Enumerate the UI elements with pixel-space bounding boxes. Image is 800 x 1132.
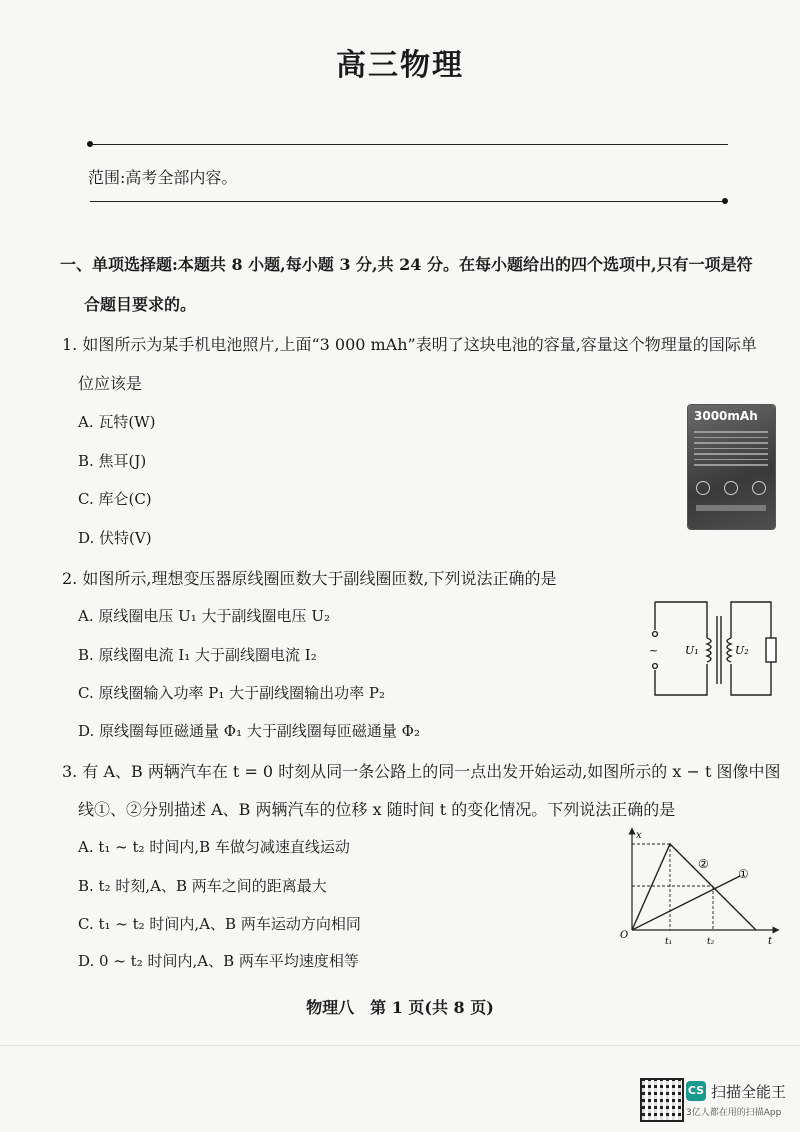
tick-label-t2: t₂ — [707, 937, 715, 947]
q1-stem-line1: 1. 如图所示为某手机电池照片,上面“3 000 mAh”表明了这块电池的容量,容量这个物理量的国际单 — [62, 335, 757, 354]
battery-photo — [688, 405, 775, 529]
page-footer: 物理八 第 1 页(共 8 页) — [306, 998, 494, 1017]
rule-dot-right — [722, 198, 728, 204]
q3-option-b: B. t₂ 时刻,A、B 两车之间的距离最大 — [78, 877, 327, 895]
q1-option-c: C. 库仑(C) — [78, 490, 152, 508]
q1-option-d: D. 伏特(V) — [78, 529, 152, 547]
q2-option-c: C. 原线圈输入功率 P₁ 大于副线圈输出功率 P₂ — [78, 684, 385, 702]
q1-option-a: A. 瓦特(W) — [78, 413, 156, 431]
top-rule — [90, 144, 728, 145]
origin-label: O — [620, 930, 629, 941]
camscanner-tagline: 3亿人都在用的扫描App — [686, 1108, 782, 1118]
qr-code — [640, 1078, 684, 1122]
q3-stem-line2: 线①、②分别描述 A、B 两辆汽车的位移 x 随时间 t 的变化情况。下列说法正确的是 — [78, 800, 676, 819]
q2-stem: 2. 如图所示,理想变压器原线圈匝数大于副线圈匝数,下列说法正确的是 — [62, 569, 557, 588]
battery-capacity-label: 3000mAh — [694, 409, 758, 423]
q3-option-c: C. t₁ ~ t₂ 时间内,A、B 两车运动方向相同 — [78, 915, 361, 933]
q1-option-b: B. 焦耳(J) — [78, 452, 147, 470]
scope-text: 范围:高考全部内容。 — [88, 168, 238, 187]
q2-option-b: B. 原线圈电流 I₁ 大于副线圈电流 I₂ — [78, 646, 317, 664]
tick-label-t1: t₁ — [665, 937, 673, 947]
q1-stem-line2: 位应该是 — [78, 374, 143, 393]
bottom-rule — [90, 201, 725, 202]
camscanner-name: 扫描全能王 — [711, 1083, 787, 1101]
q2-option-a: A. 原线圈电压 U₁ 大于副线圈电压 U₂ — [78, 607, 330, 625]
battery-barcode — [696, 505, 766, 511]
q3-option-d: D. 0 ~ t₂ 时间内,A、B 两车平均速度相等 — [78, 952, 359, 970]
page-edge — [0, 1045, 800, 1046]
section-heading-line2: 合题目要求的。 — [84, 295, 197, 314]
label-u2: U₂ — [735, 644, 749, 657]
section-heading-line1: 一、单项选择题:本题共 8 小题,每小题 3 分,共 24 分。在每小题给出的四个选项中,只有一项是符 — [60, 255, 753, 274]
battery-text-lines — [694, 427, 768, 470]
q3-option-a: A. t₁ ~ t₂ 时间内,B 车做匀减速直线运动 — [78, 838, 350, 856]
line-label-2: ② — [698, 857, 709, 871]
line-label-1: ① — [738, 867, 749, 881]
xt-graph — [618, 826, 783, 951]
q3-stem-line1: 3. 有 A、B 两辆汽车在 t = 0 时刻从同一条公路上的同一点出发开始运动,如图所示的 x − t 图像中图 — [62, 762, 781, 781]
page-title: 高三物理 — [336, 48, 464, 83]
ac-source-symbol: ~ — [649, 644, 659, 657]
label-u1: U₁ — [685, 644, 699, 657]
q2-option-d: D. 原线圈每匝磁通量 Φ₁ 大于副线圈每匝磁通量 Φ₂ — [78, 722, 420, 740]
battery-symbols — [696, 481, 766, 495]
axis-label-x: x — [636, 830, 642, 841]
transformer-diagram — [645, 598, 785, 703]
camscanner-logo: CS — [686, 1081, 706, 1101]
axis-label-t: t — [768, 936, 773, 947]
